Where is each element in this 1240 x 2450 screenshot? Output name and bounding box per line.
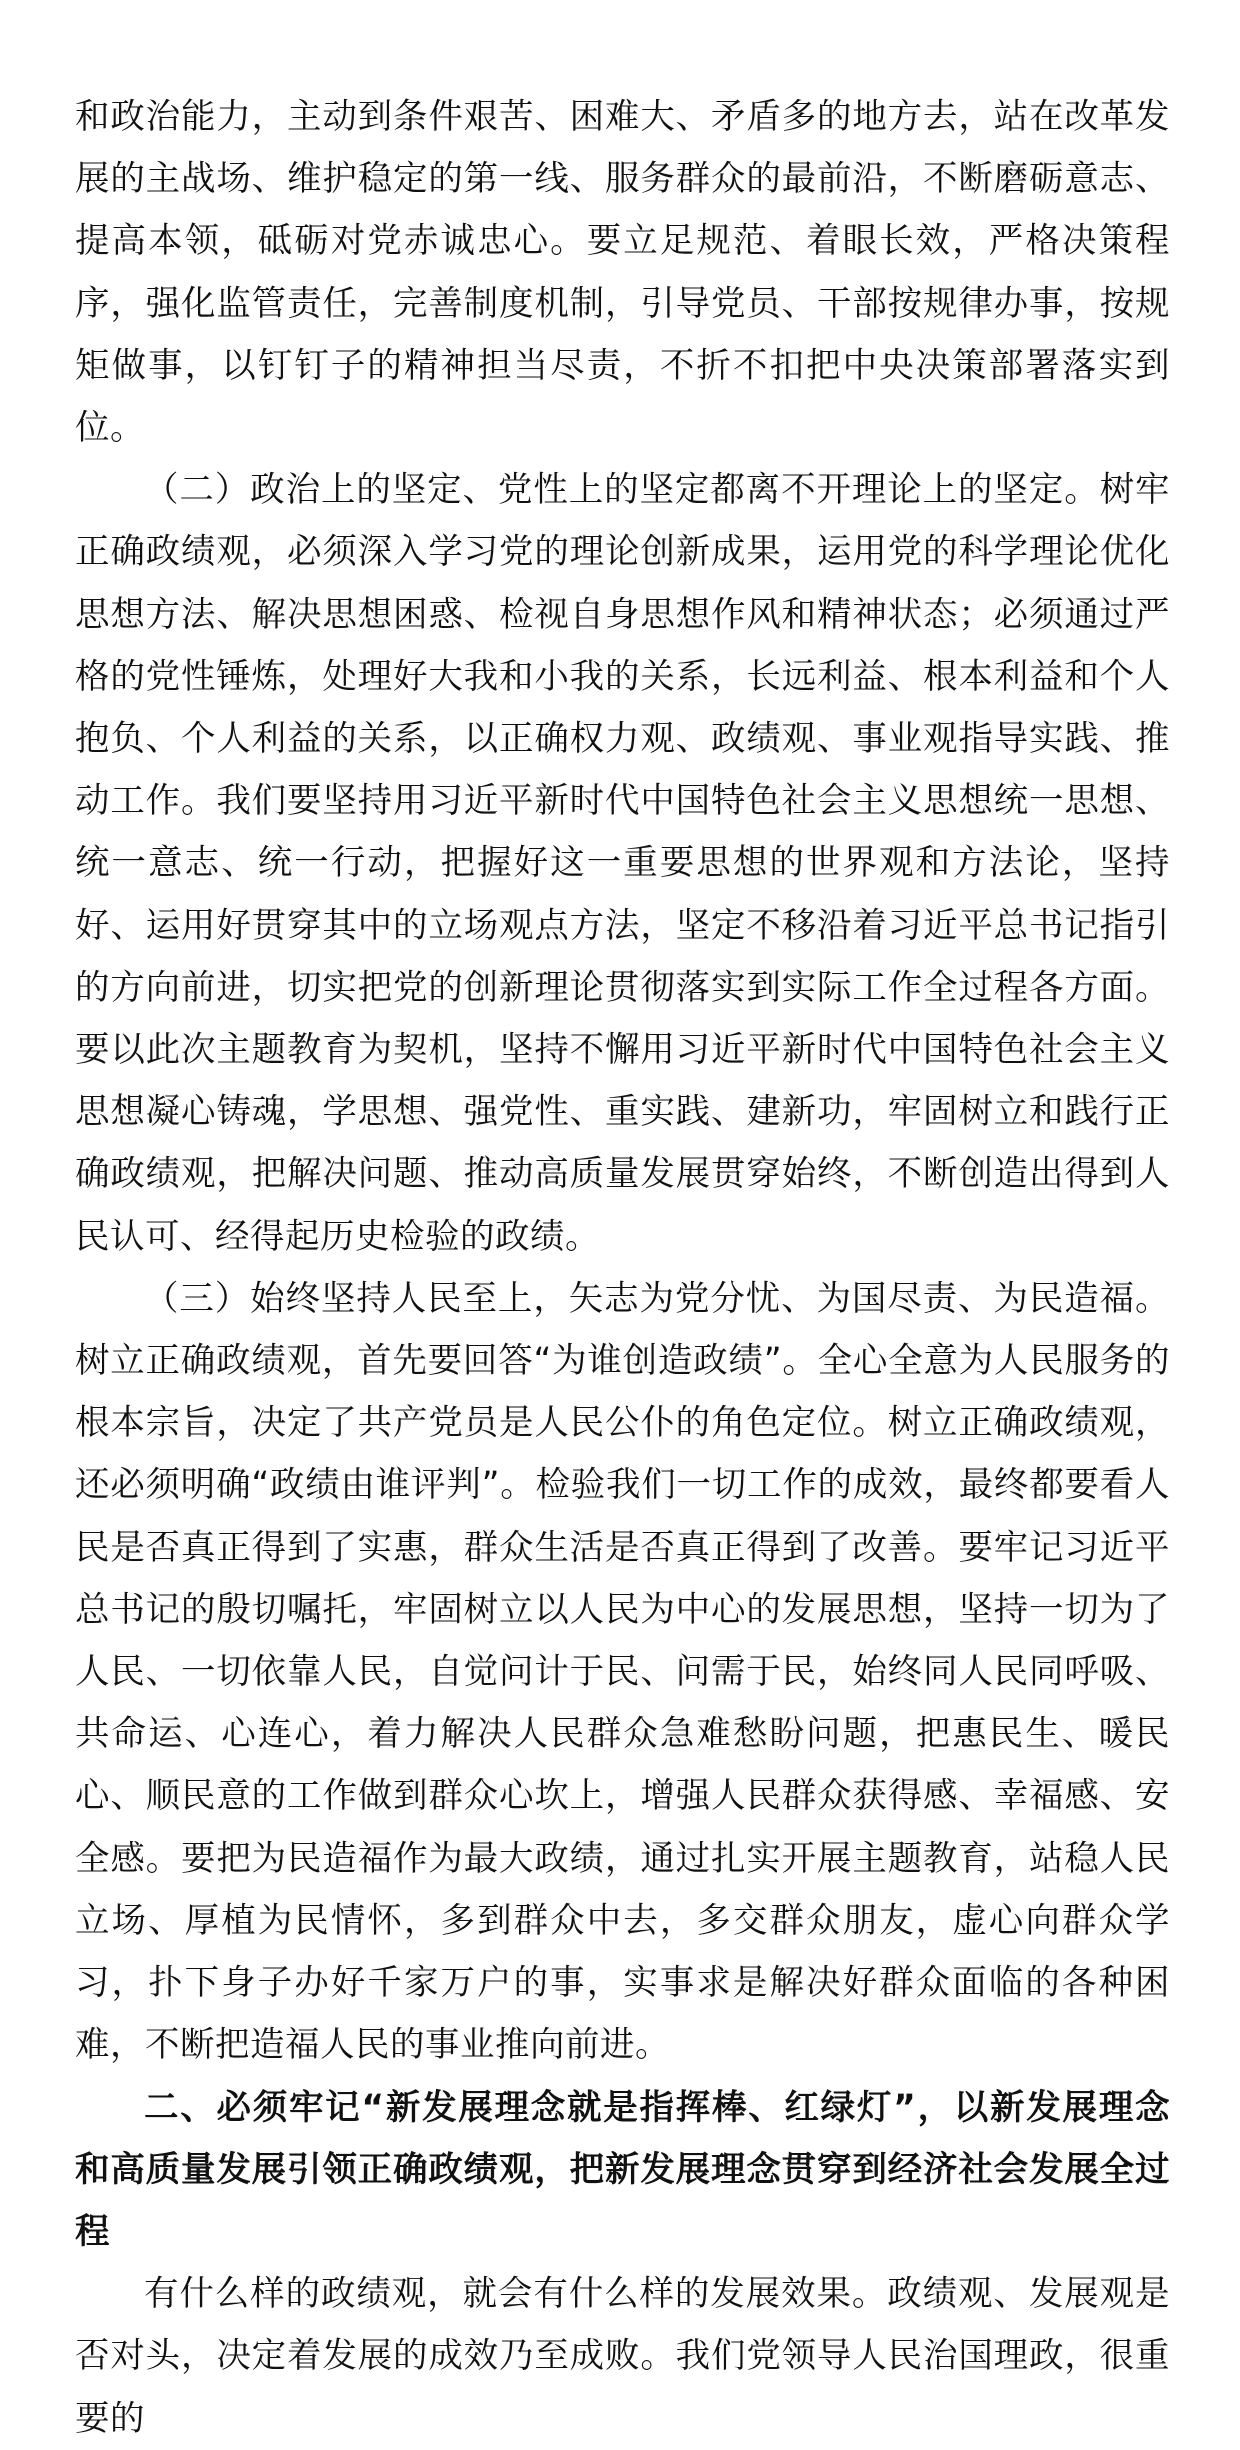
- paragraph-theory-firmness: （二）政治上的坚定、党性上的坚定都离不开理论上的坚定。树牢正确政绩观，必须深入学习党的理论创新成果，运用党的科学理论优化思想方法、解决思想困惑、检视自身思想作风和精神状态；必须通过严格的党性锤炼，处理好大我和小我的关系，长远利益、根本利益和个人抱负、个人利益的关系，以正确权力观、政绩观、事业观指导实践、推动工作。我们要坚持用习近平新时代中国特色社会主义思想统一思想、统一意志、统一行动，把握好这一重要思想的世界观和方法论，坚持好、运用好贯穿其中的立场观点方法，坚定不移沿着习近平总书记指引的方向前进，切实把党的创新理论贯彻落实到实际工作全过程各方面。要以此次主题教育为契机，坚持不懈用习近平新时代中国特色社会主义思想凝心铸魂，学思想、强党性、重实践、建新功，牢固树立和践行正确政绩观，把解决问题、推动高质量发展贯穿始终，不断创造出得到人民认可、经得起历史检验的政绩。: [75, 470, 1170, 1257]
- section-heading-new-development: 二、必须牢记“新发展理念就是指挥棒、红绿灯”，以新发展理念和高质量发展引领正确政绩观，把新发展理念贯穿到经济社会发展全过程: [75, 2087, 1170, 2252]
- paragraph-continuation: 和政治能力，主动到条件艰苦、困难大、矛盾多的地方去，站在改革发展的主战场、维护稳定的第一线、服务群众的最前沿，不断磨砺意志、提高本领，砥砺对党赤诚忠心。要立足规范、着眼长效，严格决策程序，强化监管责任，完善制度机制，引导党员、干部按规律办事，按规矩做事，以钉钉子的精神担当尽责，不折不扣把中央决策部署落实到位。: [75, 97, 1170, 449]
- paragraph-people-first: （三）始终坚持人民至上，矢志为党分忧、为国尽责、为民造福。树立正确政绩观，首先要回答“为谁创造政绩”。全心全意为人民服务的根本宗旨，决定了共产党员是人民公仆的角色定位。树立正确政绩观，还必须明确“政绩由谁评判”。检验我们一切工作的成效，最终都要看人民是否真正得到了实惠，群众生活是否真正得到了改善。要牢记习近平总书记的殷切嘱托，牢固树立以人民为中心的发展思想，坚持一切为了人民、一切依靠人民，自觉问计于民、问需于民，始终同人民同呼吸、共命运、心连心，着力解决人民群众急难愁盼问题，把惠民生、暖民心、顺民意的工作做到群众心坎上，增强人民群众获得感、幸福感、安全感。要把为民造福作为最大政绩，通过扎实开展主题教育，站稳人民立场、厚植为民情怀，多到群众中去，多交群众朋友，虚心向群众学习，扑下身子办好千家万户的事，实事求是解决好群众面临的各种困难，不断把造福人民的事业推向前进。: [75, 1278, 1170, 2066]
- paragraph-performance-view: 有什么样的政绩观，就会有什么样的发展效果。政绩观、发展观是否对头，决定着发展的成效乃至成败。我们党领导人民治国理政，很重要的: [75, 2274, 1170, 2439]
